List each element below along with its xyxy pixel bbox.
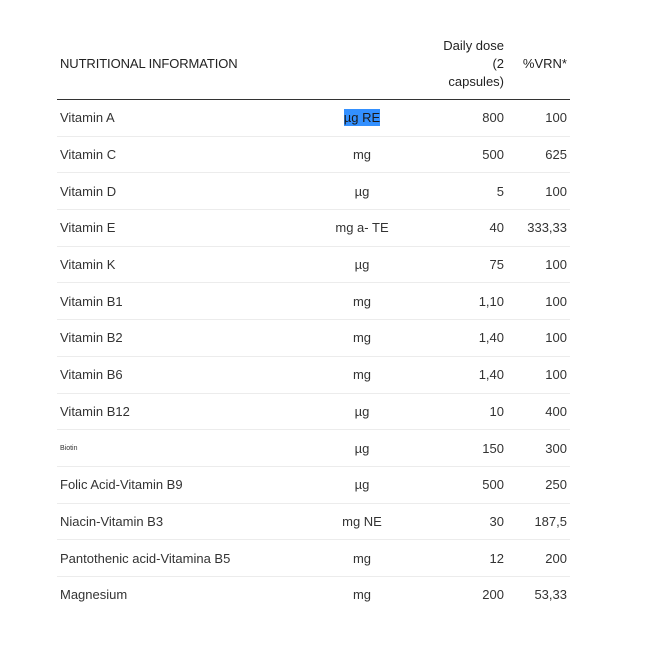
table-body bbox=[57, 100, 570, 613]
nutrient-name: Pantothenic acid-Vitamina B5 bbox=[57, 540, 307, 577]
header-daily-dose-label: Daily dose (2 capsules) bbox=[443, 37, 504, 89]
nutrient-vrn: 100 bbox=[507, 100, 570, 137]
table-row bbox=[57, 320, 570, 357]
nutrient-unit-cell bbox=[307, 246, 417, 283]
nutrient-unit: µg bbox=[354, 403, 370, 419]
table-row bbox=[57, 466, 570, 503]
nutrient-daily-dose: 200 bbox=[482, 587, 504, 603]
nutrient-unit: mg bbox=[352, 367, 372, 383]
nutrient-name: Vitamin C bbox=[57, 136, 307, 173]
table-row bbox=[57, 100, 570, 137]
nutrient-vrn: 100 bbox=[507, 246, 570, 283]
nutrient-unit: µg bbox=[354, 257, 370, 273]
nutrient-vrn: 200 bbox=[507, 540, 570, 577]
nutrient-unit-cell bbox=[307, 503, 417, 540]
nutrient-unit-cell bbox=[307, 356, 417, 393]
nutrient-vrn: 100 bbox=[507, 320, 570, 357]
nutrient-vrn: 187,5 bbox=[507, 503, 570, 540]
nutrient-name: Vitamin B2 bbox=[57, 320, 307, 357]
header-daily-dose bbox=[417, 28, 507, 100]
nutrient-name: Vitamin D bbox=[57, 173, 307, 210]
nutrient-vrn: 100 bbox=[507, 173, 570, 210]
nutrient-name: Vitamin A bbox=[57, 100, 307, 137]
table-row bbox=[57, 210, 570, 247]
header-nutritional-information: NUTRITIONAL INFORMATION bbox=[57, 28, 307, 100]
header-row bbox=[57, 28, 570, 100]
nutrient-vrn: 625 bbox=[507, 136, 570, 173]
nutrient-unit-selected-text: µg RE bbox=[343, 110, 381, 126]
nutrient-vrn: 250 bbox=[507, 466, 570, 503]
nutrient-unit: mg bbox=[352, 587, 372, 603]
nutrient-name: Vitamin B12 bbox=[57, 393, 307, 430]
nutrient-vrn: 53,33 bbox=[534, 587, 567, 603]
nutrient-daily-dose: 10 bbox=[417, 393, 507, 430]
nutrient-daily-dose: 75 bbox=[417, 246, 507, 283]
nutrient-daily-dose: 30 bbox=[417, 503, 507, 540]
nutrient-unit: mg bbox=[352, 147, 372, 163]
header-vrn: %VRN* bbox=[507, 28, 570, 100]
nutrient-unit: mg bbox=[352, 293, 372, 309]
nutrient-unit-cell bbox=[307, 173, 417, 210]
nutrient-unit-cell bbox=[307, 100, 417, 137]
nutrient-unit: mg bbox=[352, 330, 372, 346]
nutrient-vrn: 333,33 bbox=[507, 210, 570, 247]
table-row bbox=[57, 576, 570, 612]
table-row bbox=[57, 246, 570, 283]
nutrient-unit-cell bbox=[307, 466, 417, 503]
table-row bbox=[57, 503, 570, 540]
nutrient-unit: µg bbox=[354, 477, 370, 493]
nutrient-daily-dose: 150 bbox=[417, 430, 507, 467]
nutrient-daily-dose: 500 bbox=[417, 466, 507, 503]
nutrient-unit-cell bbox=[307, 430, 417, 467]
nutrient-vrn: 300 bbox=[507, 430, 570, 467]
nutrient-unit-cell bbox=[307, 393, 417, 430]
table-row bbox=[57, 283, 570, 320]
nutrient-unit: mg a- TE bbox=[335, 220, 389, 236]
nutrient-name: Niacin-Vitamin B3 bbox=[57, 503, 307, 540]
nutrient-vrn: 100 bbox=[507, 356, 570, 393]
table-row bbox=[57, 356, 570, 393]
table-row bbox=[57, 136, 570, 173]
nutrient-daily-dose: 5 bbox=[417, 173, 507, 210]
nutrient-daily-dose: 1,10 bbox=[417, 283, 507, 320]
nutrient-unit: mg NE bbox=[342, 513, 382, 529]
nutrient-daily-dose: 800 bbox=[417, 100, 507, 137]
header-unit bbox=[307, 28, 417, 100]
nutrient-name: Biotin bbox=[57, 430, 307, 467]
nutrient-unit-cell bbox=[307, 283, 417, 320]
nutrient-vrn: 400 bbox=[507, 393, 570, 430]
nutrient-unit: µg bbox=[354, 440, 370, 456]
nutrient-unit-cell bbox=[307, 210, 417, 247]
table-row bbox=[57, 430, 570, 467]
nutrient-vrn: 100 bbox=[507, 283, 570, 320]
nutrient-unit: µg bbox=[354, 183, 370, 199]
nutrient-name: Vitamin K bbox=[57, 246, 307, 283]
nutrient-unit-cell bbox=[307, 136, 417, 173]
nutrient-name: Vitamin E bbox=[57, 210, 307, 247]
nutrient-daily-dose: 40 bbox=[417, 210, 507, 247]
table-header bbox=[57, 28, 570, 100]
nutrient-unit-cell bbox=[307, 576, 417, 612]
nutrient-name: Vitamin B6 bbox=[57, 356, 307, 393]
table-row bbox=[57, 393, 570, 430]
nutrient-daily-dose: 1,40 bbox=[417, 356, 507, 393]
nutrient-daily-dose: 12 bbox=[417, 540, 507, 577]
nutrient-unit-cell bbox=[307, 540, 417, 577]
nutrient-daily-dose: 1,40 bbox=[417, 320, 507, 357]
nutrition-table bbox=[57, 28, 570, 613]
table-row bbox=[57, 173, 570, 210]
nutrient-unit-cell bbox=[307, 320, 417, 357]
nutrient-name: Folic Acid-Vitamin B9 bbox=[57, 466, 307, 503]
nutrient-name: Magnesium bbox=[60, 587, 128, 603]
nutrient-unit: mg bbox=[352, 550, 372, 566]
nutrient-name: Vitamin B1 bbox=[57, 283, 307, 320]
nutrient-daily-dose: 500 bbox=[417, 136, 507, 173]
table-row bbox=[57, 540, 570, 577]
